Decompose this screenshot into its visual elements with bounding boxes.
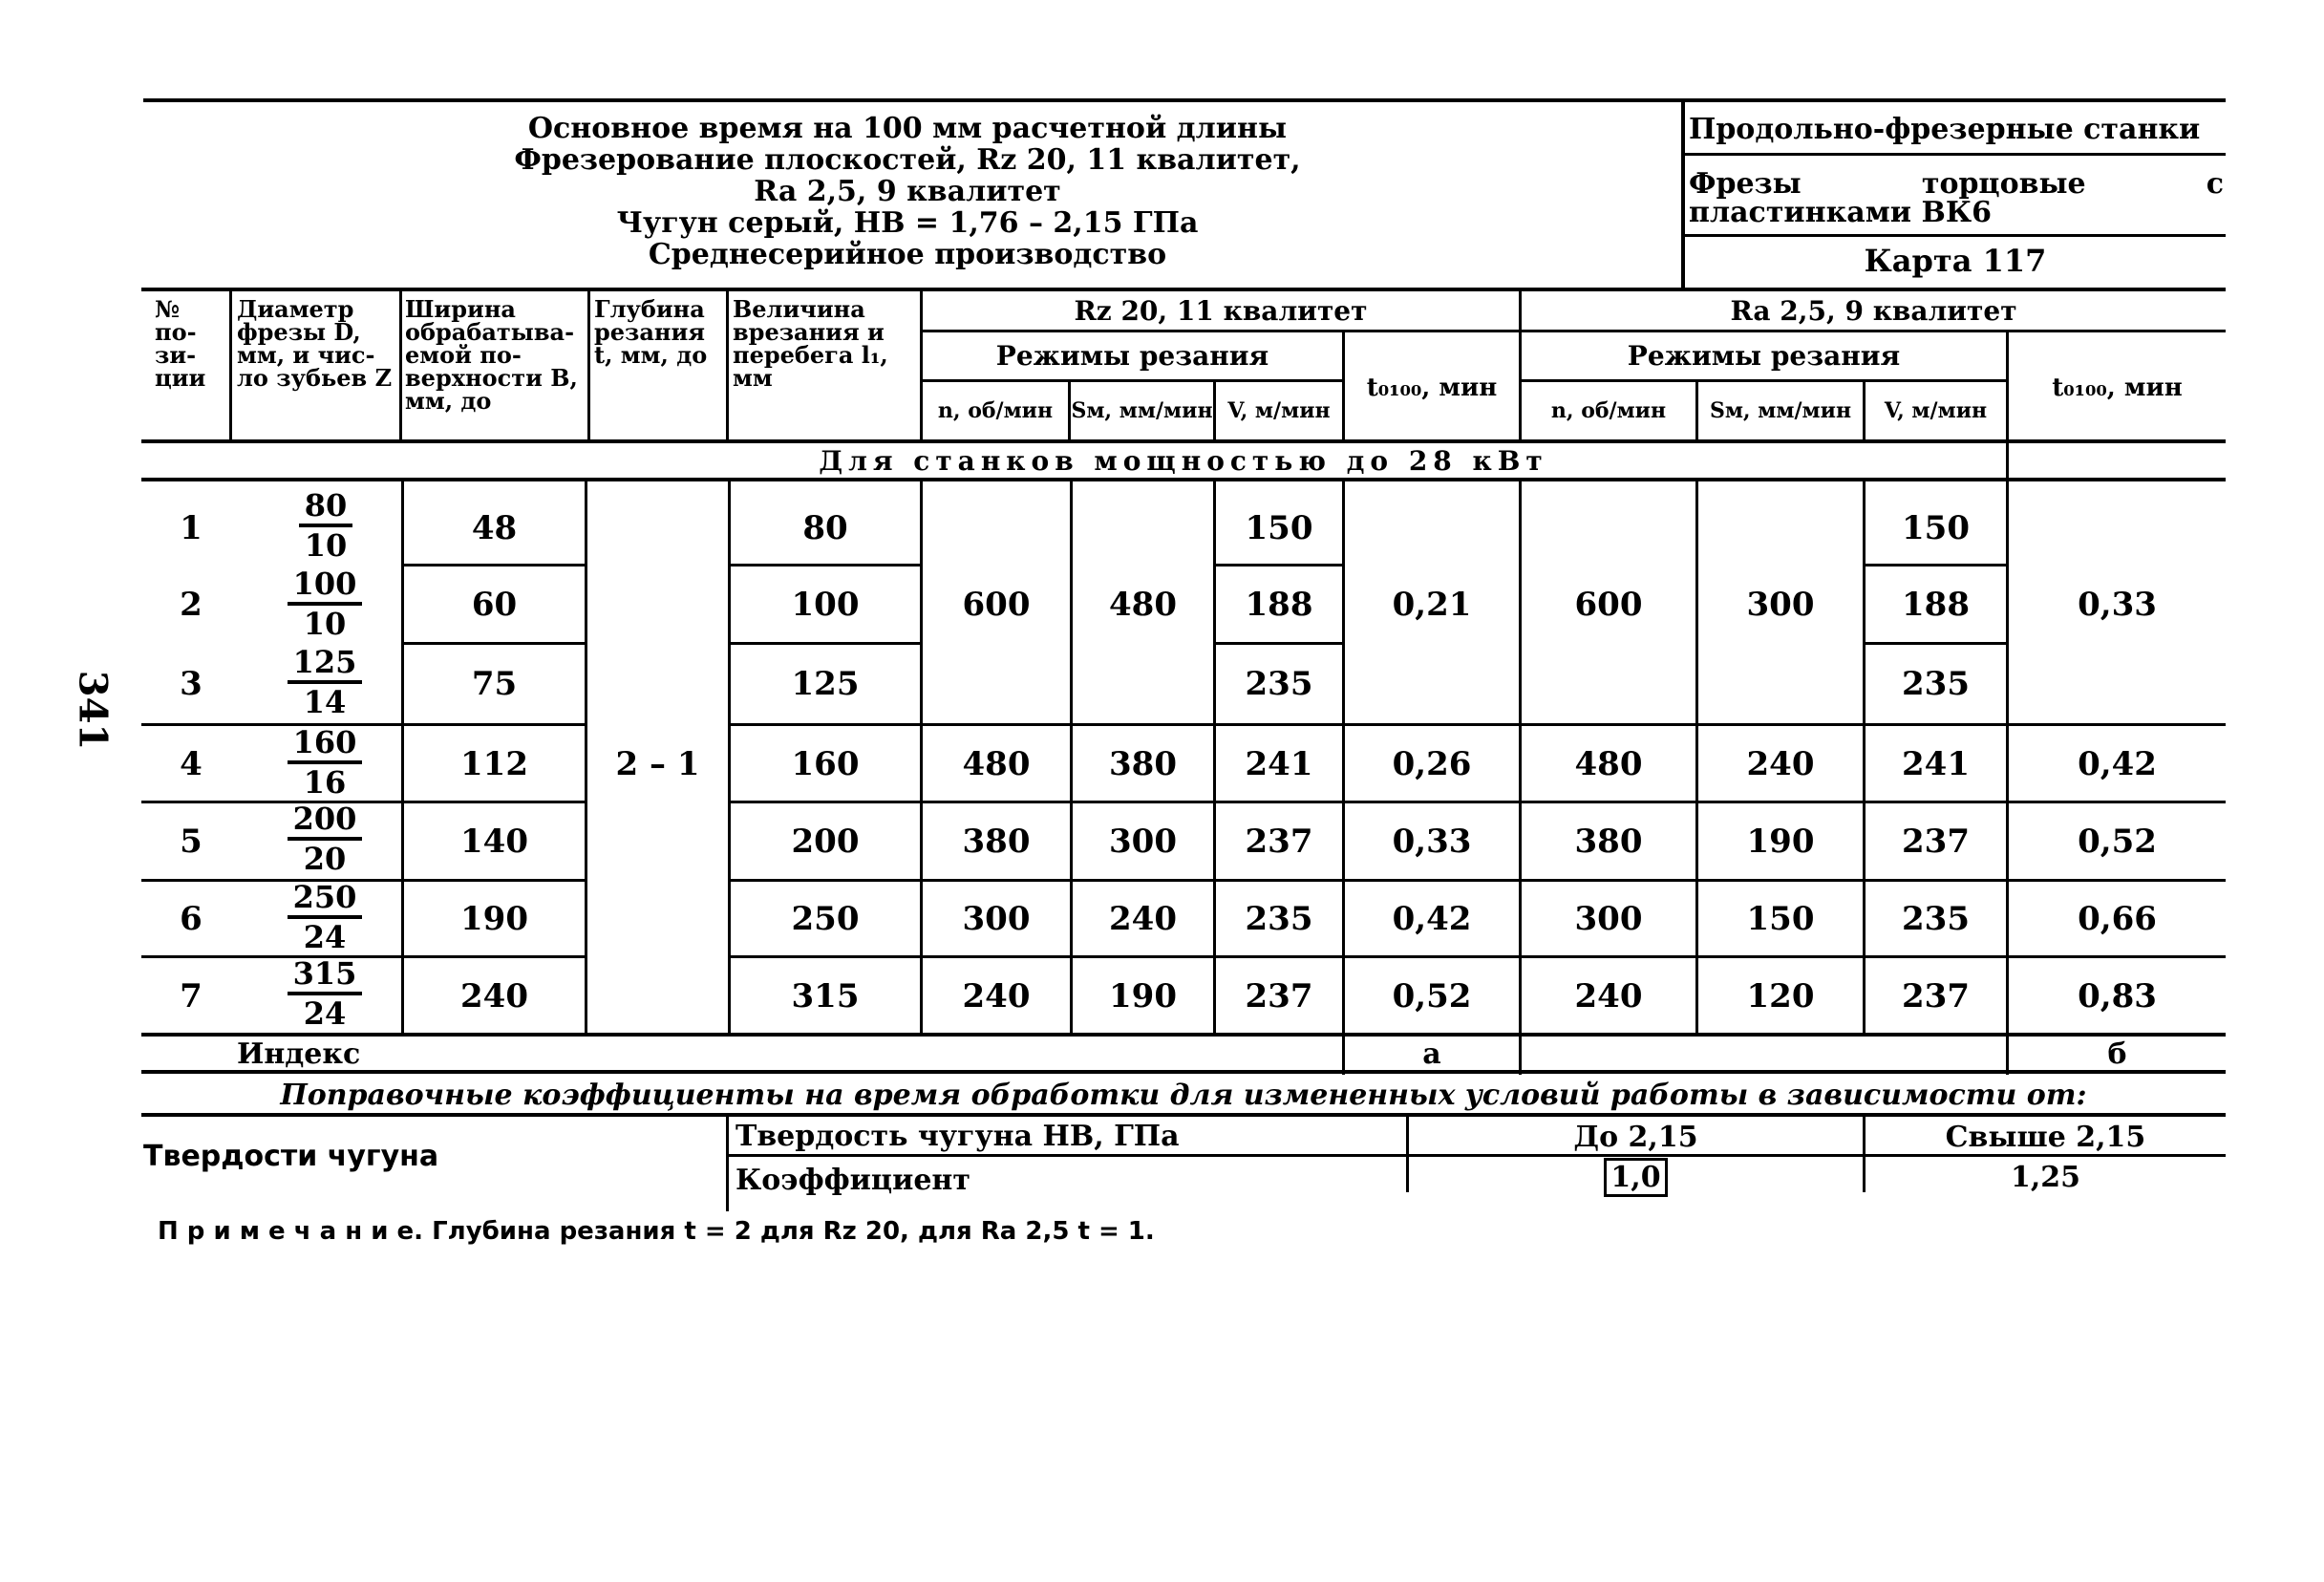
corr-row-rule xyxy=(729,1154,2226,1157)
row-v-ra: 235 xyxy=(1902,899,1970,938)
row-n-ra: 300 xyxy=(1574,899,1643,938)
title-line-2: Фрезерование плоскостей, Rz 20, 11 квалитет, xyxy=(514,143,1301,177)
row-v-rz: 150 xyxy=(1245,508,1313,547)
index-a: а xyxy=(1422,1037,1441,1071)
modes-rz-header: Режимы резания xyxy=(995,340,1269,372)
row-v-rz: 241 xyxy=(1245,744,1313,783)
row-t-ra: 0,83 xyxy=(2078,976,2157,1015)
section-v xyxy=(2006,442,2009,481)
row-diameter xyxy=(277,566,373,642)
teeth-value: 10 xyxy=(303,606,347,642)
v-ra-header: V, м/мин xyxy=(1884,398,1988,423)
row-s-rz: 240 xyxy=(1109,899,1177,938)
row-rule xyxy=(731,879,2226,882)
row-width: 112 xyxy=(460,744,528,783)
n-rz-header: n, об/мин xyxy=(937,398,1054,423)
param-label: Твердость чугуна НВ, ГПа xyxy=(736,1120,1180,1153)
row-rule xyxy=(404,801,585,803)
n-ra-header: n, об/мин xyxy=(1550,398,1667,423)
col-overrun-header: Величина врезания и перебега l₁, мм xyxy=(733,295,888,392)
hdr-v2 xyxy=(399,289,402,442)
v-rz-header: V, м/мин xyxy=(1227,398,1331,423)
diameter-value: 80 xyxy=(299,487,353,527)
hdr-v3 xyxy=(587,289,590,442)
row-rule xyxy=(731,642,920,645)
teeth-value: 24 xyxy=(303,919,347,955)
row-width: 240 xyxy=(460,976,528,1015)
index-b: б xyxy=(2107,1037,2127,1071)
row-overrun: 200 xyxy=(791,822,860,861)
row-v-rz: 188 xyxy=(1245,585,1313,624)
note: П р и м е ч а н и е. Глубина резания t = 2 для Rz 20, для Ra 2,5 t = 1. xyxy=(158,1217,1155,1246)
merged-s-rz: 480 xyxy=(1109,585,1177,624)
row-n-rz: 380 xyxy=(962,822,1031,861)
index-v2 xyxy=(1519,1035,1522,1075)
diameter-value: 125 xyxy=(288,644,363,684)
top-rule xyxy=(143,98,2226,102)
tool-type: Фрезы торцовые с пластинками ВК6 xyxy=(1689,167,2224,229)
row-position: 6 xyxy=(180,899,203,938)
section-bottom-rule xyxy=(141,478,2226,481)
row-v-rz: 235 xyxy=(1245,899,1313,938)
s-rz-header: Sм, мм/мин xyxy=(1071,398,1213,423)
row-rule xyxy=(404,642,585,645)
row-rule xyxy=(404,955,585,958)
row-overrun: 160 xyxy=(791,744,860,783)
diameter-value: 100 xyxy=(288,566,363,606)
diameter-value: 200 xyxy=(288,801,363,841)
row-n-rz: 240 xyxy=(962,976,1031,1015)
card-number: Карта 117 xyxy=(1864,243,2047,279)
row-n-ra: 480 xyxy=(1574,744,1643,783)
row-n-rz: 480 xyxy=(962,744,1031,783)
side-rule-2 xyxy=(1685,234,2226,237)
merged-t-ra: 0,33 xyxy=(2078,585,2157,624)
row-rule xyxy=(404,723,585,726)
row-v-ra: 241 xyxy=(1902,744,1970,783)
row-v-ra: 237 xyxy=(1902,822,1970,861)
row-t-ra: 0,66 xyxy=(2078,899,2157,938)
row-rule xyxy=(1866,642,2006,645)
coef-label: Коэффициент xyxy=(736,1164,970,1197)
row-width: 75 xyxy=(471,664,518,703)
col-width-header: Ширина обрабатыва-емой по-верхности B, мм, до xyxy=(405,295,578,415)
row-s-rz: 190 xyxy=(1109,976,1177,1015)
row-v-rz: 237 xyxy=(1245,822,1313,861)
machine-type: Продольно-фрезерные станки xyxy=(1689,113,2201,146)
row-n-ra: 380 xyxy=(1574,822,1643,861)
page-number: 341 xyxy=(70,670,116,751)
row-v-ra: 188 xyxy=(1902,585,1970,624)
row-rule xyxy=(1216,564,1342,567)
row-position: 5 xyxy=(180,822,203,861)
title-line-1: Основное время на 100 мм расчетной длины xyxy=(527,112,1288,145)
row-position: 7 xyxy=(180,976,203,1015)
row-v-rz: 235 xyxy=(1245,664,1313,703)
col-position-header: № по-зи-ции xyxy=(155,295,206,392)
row-diameter xyxy=(277,644,373,720)
col-depth-header: Глубина резания t, мм, до xyxy=(594,295,708,369)
row-position: 3 xyxy=(180,664,203,703)
s-ra-header: Sм, мм/мин xyxy=(1709,398,1852,423)
row-diameter xyxy=(277,955,373,1032)
title-block xyxy=(143,113,1672,270)
row-overrun: 80 xyxy=(802,508,848,547)
col1-label: До 2,15 xyxy=(1573,1120,1698,1154)
teeth-value: 20 xyxy=(303,841,347,877)
row-width: 60 xyxy=(471,585,518,624)
row-v-ra: 237 xyxy=(1902,976,1970,1015)
group-ra-header: Ra 2,5, 9 квалитет xyxy=(1730,294,2017,327)
title-line-3: Ra 2,5, 9 квалитет xyxy=(754,175,1061,208)
title-line-4: Чугун серый, НВ = 1,76 – 2,15 ГПа xyxy=(616,206,1199,240)
row-s-ra: 240 xyxy=(1746,744,1815,783)
row-position: 2 xyxy=(180,585,203,624)
teeth-value: 10 xyxy=(304,527,348,564)
row-overrun: 315 xyxy=(791,976,860,1015)
val1: 1,0 xyxy=(1604,1158,1667,1197)
row-t-rz: 0,26 xyxy=(1392,744,1472,783)
row-diameter xyxy=(277,724,373,801)
row-s-ra: 190 xyxy=(1746,822,1815,861)
row-overrun: 125 xyxy=(791,664,860,703)
corrections-heading: Поправочные коэффициенты на время обработки для измененных условий работы в зависимости от: xyxy=(280,1078,2087,1112)
merged-n-rz: 600 xyxy=(962,585,1031,624)
merged-n-ra: 600 xyxy=(1574,585,1643,624)
row-t-rz: 0,52 xyxy=(1392,976,1472,1015)
row-diameter xyxy=(277,801,373,877)
row-position: 4 xyxy=(180,744,203,783)
index-bottom-rule xyxy=(141,1070,2226,1074)
row-rule xyxy=(1216,642,1342,645)
row-width: 190 xyxy=(460,899,528,938)
row-s-ra: 150 xyxy=(1746,899,1815,938)
row-v-rz: 237 xyxy=(1245,976,1313,1015)
row-rule xyxy=(404,564,585,567)
row-overrun: 100 xyxy=(791,585,860,624)
factor-label: Твердости чугуна xyxy=(143,1140,439,1173)
side-rule-1 xyxy=(1685,153,2226,156)
corr-v1 xyxy=(726,1116,729,1211)
row-s-rz: 300 xyxy=(1109,822,1177,861)
modes-ra-header: Режимы резания xyxy=(1627,340,1901,372)
diameter-value: 315 xyxy=(288,955,363,995)
row-rule xyxy=(731,955,2226,958)
index-label: Индекс xyxy=(237,1037,361,1071)
col2-label: Свыше 2,15 xyxy=(1945,1120,2146,1154)
diameter-value: 250 xyxy=(288,879,363,919)
row-v-ra: 235 xyxy=(1902,664,1970,703)
body-bottom-rule xyxy=(141,1033,2226,1037)
row-overrun: 250 xyxy=(791,899,860,938)
row-diameter xyxy=(283,487,369,564)
row-diameter xyxy=(277,879,373,955)
row-width: 140 xyxy=(460,822,528,861)
row-s-ra: 120 xyxy=(1746,976,1815,1015)
row-n-ra: 240 xyxy=(1574,976,1643,1015)
row-n-rz: 300 xyxy=(962,899,1031,938)
row-width: 48 xyxy=(471,508,518,547)
teeth-value: 24 xyxy=(303,995,347,1032)
row-rule xyxy=(731,564,920,567)
row-v-ra: 150 xyxy=(1902,508,1970,547)
row-rule xyxy=(731,801,2226,803)
val1-cell xyxy=(1409,1160,1863,1194)
title-line-5: Среднесерийное производство xyxy=(648,238,1167,271)
teeth-value: 14 xyxy=(303,684,347,720)
merged-t-rz: 0,21 xyxy=(1392,585,1472,624)
section-label: Для станков мощностью до 28 кВт xyxy=(819,444,1548,477)
row-t-ra: 0,52 xyxy=(2078,822,2157,861)
teeth-value: 16 xyxy=(303,764,347,801)
row-rule xyxy=(1866,564,2006,567)
merged-s-ra: 300 xyxy=(1746,585,1815,624)
col-diameter-header: Диаметр фрезы D, мм, и чис-ло зубьев Z xyxy=(237,295,393,392)
time-rz-header: t₀₁₀₀, мин xyxy=(1366,373,1498,402)
row-rule xyxy=(404,879,585,882)
row-t-ra: 0,42 xyxy=(2078,744,2157,783)
group-rz-header: Rz 20, 11 квалитет xyxy=(1074,294,1368,327)
diameter-value: 160 xyxy=(288,724,363,764)
row-position: 1 xyxy=(180,508,203,547)
row-t-rz: 0,42 xyxy=(1392,899,1472,938)
row-rule xyxy=(731,723,2226,726)
time-ra-header: t₀₁₀₀, мин xyxy=(2052,373,2183,402)
val2: 1,25 xyxy=(2010,1160,2081,1194)
row-s-rz: 380 xyxy=(1109,744,1177,783)
hdr-v1 xyxy=(229,289,232,442)
corrections-rule xyxy=(141,1113,2226,1117)
hdr-v4 xyxy=(726,289,729,442)
depth-value: 2 – 1 xyxy=(615,745,700,783)
row-t-rz: 0,33 xyxy=(1392,822,1472,861)
